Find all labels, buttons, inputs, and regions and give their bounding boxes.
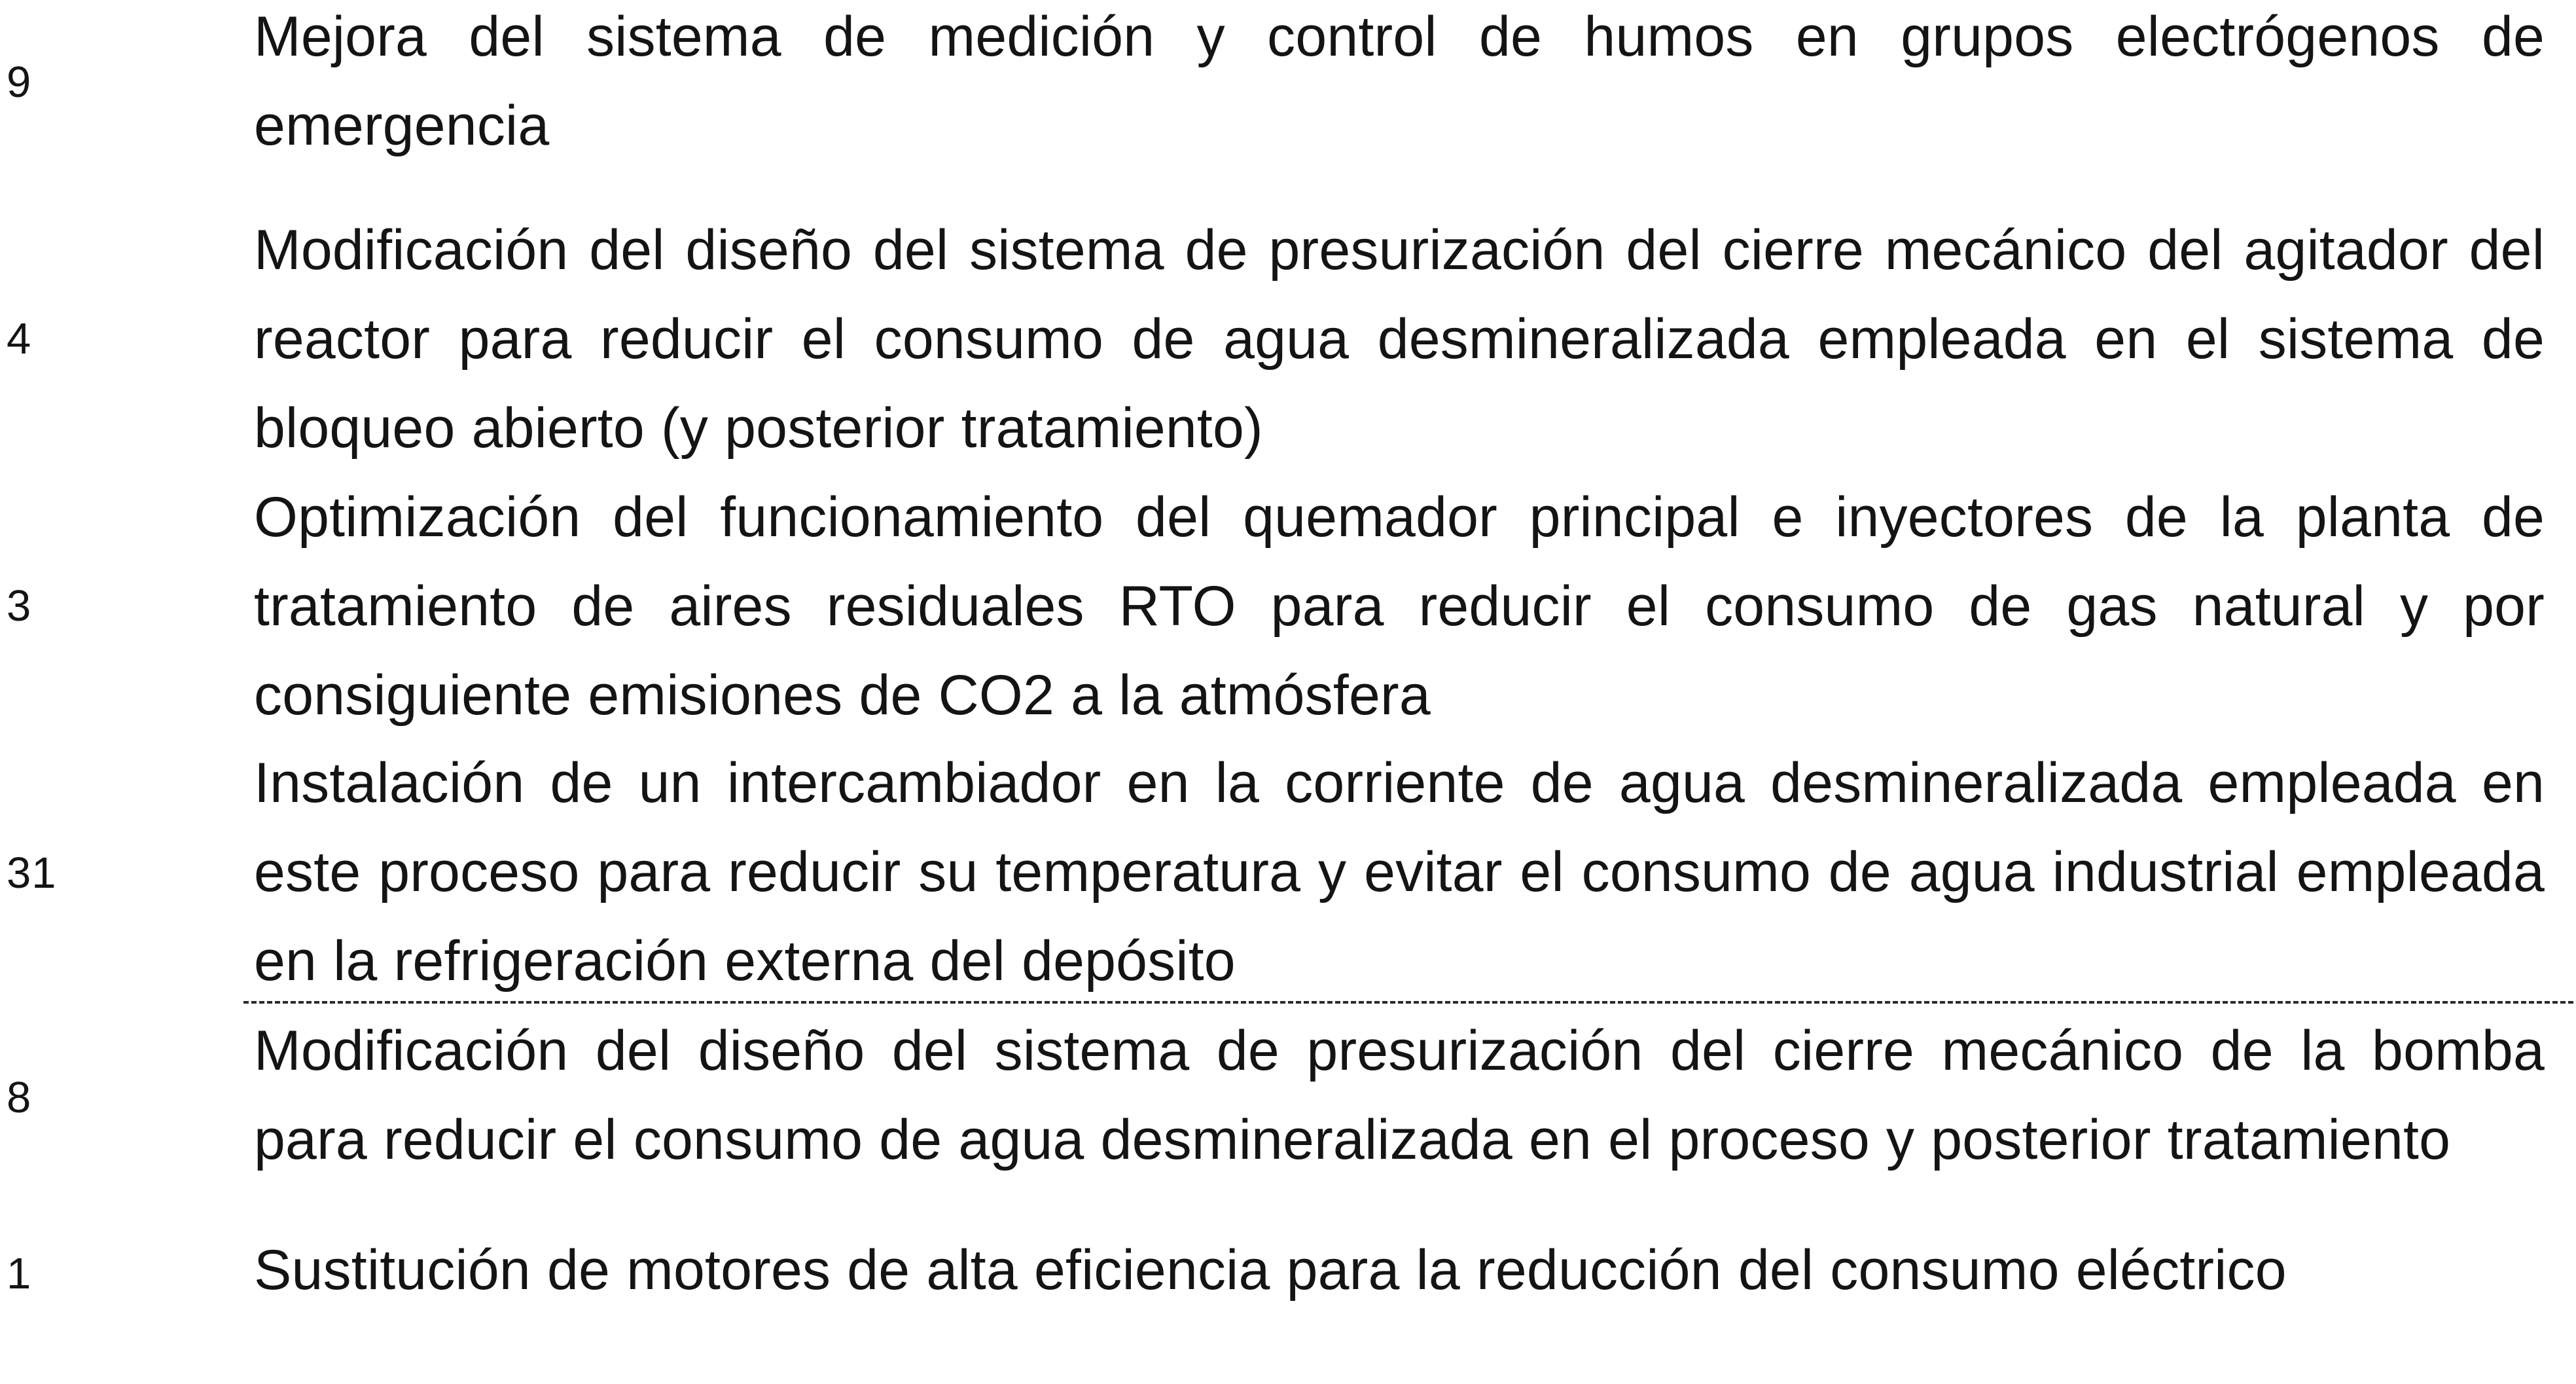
item-number: 9: [7, 58, 32, 107]
list-item: [0, 1226, 2576, 1317]
item-description: Optimización del funcionamiento del quemador principal e inyectores de la planta de tratamiento de aires residuales RTO para reducir el consumo de gas natural y por consiguiente emisiones de CO2 a la atmósfera: [254, 486, 2545, 727]
list-item: [0, 473, 2576, 735]
item-number: 8: [7, 1073, 32, 1122]
item-description: Modificación del diseño del sistema de presurización del cierre mecánico del agitador del reactor para reducir el consumo de agua desmineralizada empleada en el sistema de bloqueo abierto (y posterior tratamiento): [254, 219, 2545, 460]
list-item: [0, 738, 2576, 1000]
item-description: Sustitución de motores de alta eficiencia para la reducción del consumo eléctrico: [254, 1239, 2287, 1302]
item-number: 3: [7, 581, 32, 630]
list-item: [0, 1006, 2576, 1183]
dashed-separator: [243, 1001, 2573, 1004]
item-description: Modificación del diseño del sistema de presurización del cierre mecánico de la bomba para reducir el consumo de agua desmineralizada en el proceso y posterior tratamiento: [254, 1019, 2545, 1171]
list-item: [0, 0, 2576, 164]
item-number: 31: [7, 848, 57, 898]
item-number: 4: [7, 314, 32, 363]
item-description: Instalación de un intercambiador en la corriente de agua desmineralizada empleada en este proceso para reducir su temperatura y evitar el consumo de agua industrial empleada en la refrigeración externa del depósito: [254, 752, 2545, 992]
list-item: [0, 206, 2576, 467]
item-number: 1: [7, 1249, 32, 1298]
item-description: Mejora del sistema de medición y control de humos en grupos electrógenos de emergencia: [254, 5, 2545, 157]
